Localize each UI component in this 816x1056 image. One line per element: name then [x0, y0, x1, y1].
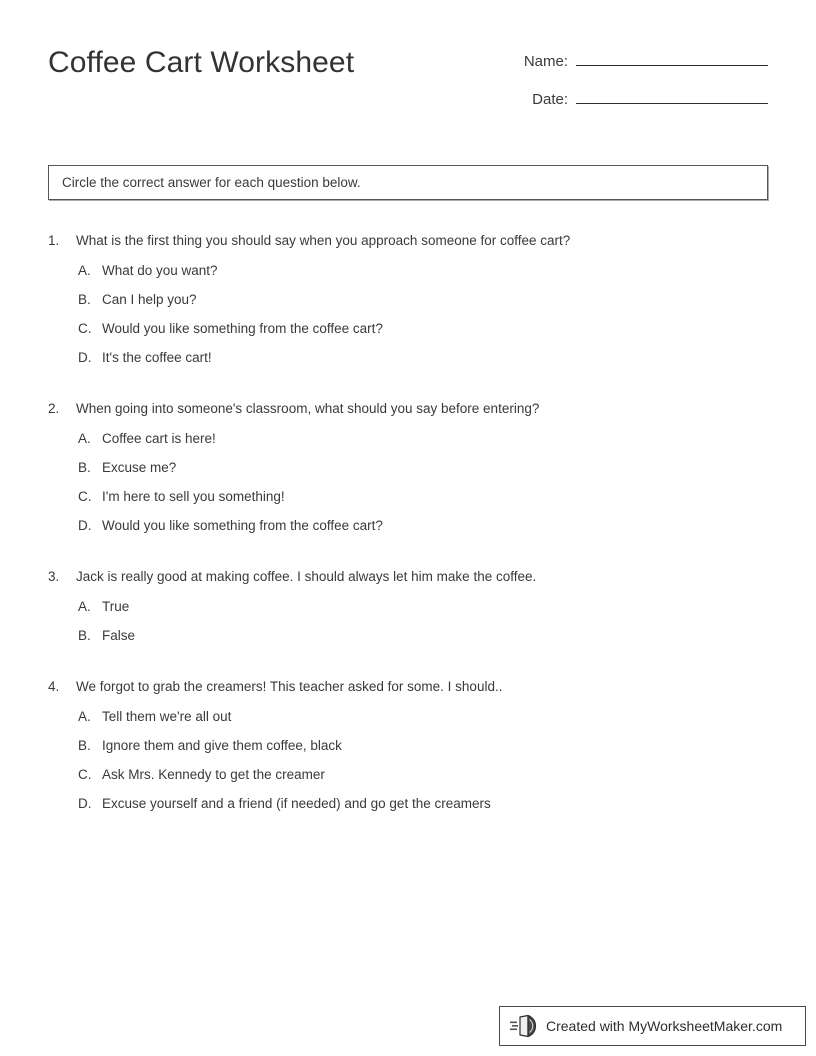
choice-option[interactable] — [78, 348, 768, 377]
choice-option[interactable] — [78, 516, 768, 545]
choice-option[interactable] — [78, 794, 768, 823]
choice-text: Excuse me? — [102, 460, 177, 475]
choice-letter: D. — [78, 518, 92, 533]
footer-attribution-text: Created with MyWorksheetMaker.com — [546, 1018, 783, 1034]
choice-text: Tell them we're all out — [102, 709, 232, 724]
choice-letter: C. — [78, 321, 92, 336]
question-heading — [48, 677, 768, 696]
choice-option[interactable] — [78, 765, 768, 794]
choice-text: Excuse yourself and a friend (if needed) and go get the creamers — [102, 796, 491, 811]
question-number: 1. — [48, 233, 60, 248]
question-block — [48, 567, 768, 655]
question-text: We forgot to grab the creamers! This teacher asked for some. I should.. — [76, 679, 503, 694]
choice-letter: B. — [78, 460, 91, 475]
choice-letter: B. — [78, 738, 91, 753]
question-number: 4. — [48, 679, 60, 694]
choice-text: It's the coffee cart! — [102, 350, 212, 365]
name-field-label: Name: — [523, 53, 568, 70]
question-block — [48, 677, 768, 823]
page-title: Coffee Cart Worksheet — [48, 46, 355, 79]
worksheet-header — [48, 44, 768, 120]
choice-text: Would you like something from the coffee cart? — [102, 518, 383, 533]
choice-letter: A. — [78, 431, 91, 446]
question-heading — [48, 231, 768, 250]
choice-option[interactable] — [78, 319, 768, 348]
question-heading — [48, 399, 768, 418]
question-number: 2. — [48, 401, 60, 416]
choice-text: Would you like something from the coffee cart? — [102, 321, 383, 336]
choice-letter: D. — [78, 796, 92, 811]
question-text: When going into someone's classroom, what should you say before entering? — [76, 401, 540, 416]
student-info-fields — [508, 50, 768, 126]
choice-letter: B. — [78, 628, 91, 643]
choice-option[interactable] — [78, 736, 768, 765]
choice-text: Can I help you? — [102, 292, 197, 307]
choice-option[interactable] — [78, 487, 768, 516]
choice-text: I'm here to sell you something! — [102, 489, 285, 504]
flying-page-logo-icon — [510, 1014, 540, 1038]
choice-option[interactable] — [78, 261, 768, 290]
choice-text: False — [102, 628, 136, 643]
questions-list — [48, 231, 768, 845]
choice-option[interactable] — [78, 458, 768, 487]
question-block — [48, 399, 768, 545]
choice-letter: C. — [78, 767, 92, 782]
choices-list — [78, 429, 768, 545]
choice-option[interactable] — [78, 626, 768, 655]
choice-option[interactable] — [78, 597, 768, 626]
date-field-row — [508, 88, 768, 126]
choice-letter: A. — [78, 599, 91, 614]
choice-letter: B. — [78, 292, 91, 307]
choice-letter: A. — [78, 263, 91, 278]
question-text: Jack is really good at making coffee. I should always let him make the coffee. — [76, 569, 537, 584]
question-text: What is the first thing you should say when you approach someone for coffee cart? — [76, 233, 571, 248]
choices-list — [78, 597, 768, 655]
choice-letter: C. — [78, 489, 92, 504]
choice-text: True — [102, 599, 130, 614]
choices-list — [78, 707, 768, 823]
choice-option[interactable] — [78, 429, 768, 458]
instructions-text: Circle the correct answer for each question below. — [62, 174, 361, 190]
date-field-label: Date: — [532, 91, 568, 108]
name-field-row — [508, 50, 768, 88]
choice-text: What do you want? — [102, 263, 218, 278]
choice-text: Ask Mrs. Kennedy to get the creamer — [102, 767, 325, 782]
choice-text: Coffee cart is here! — [102, 431, 216, 446]
choices-list — [78, 261, 768, 377]
instructions-box — [48, 165, 768, 200]
date-field-input[interactable] — [576, 88, 768, 104]
choice-letter: D. — [78, 350, 92, 365]
question-number: 3. — [48, 569, 60, 584]
question-heading — [48, 567, 768, 586]
choice-option[interactable] — [78, 290, 768, 319]
footer-attribution-badge[interactable] — [499, 1006, 806, 1046]
question-block — [48, 231, 768, 377]
choice-option[interactable] — [78, 707, 768, 736]
name-field-input[interactable] — [576, 50, 768, 66]
choice-letter: A. — [78, 709, 91, 724]
choice-text: Ignore them and give them coffee, black — [102, 738, 342, 753]
